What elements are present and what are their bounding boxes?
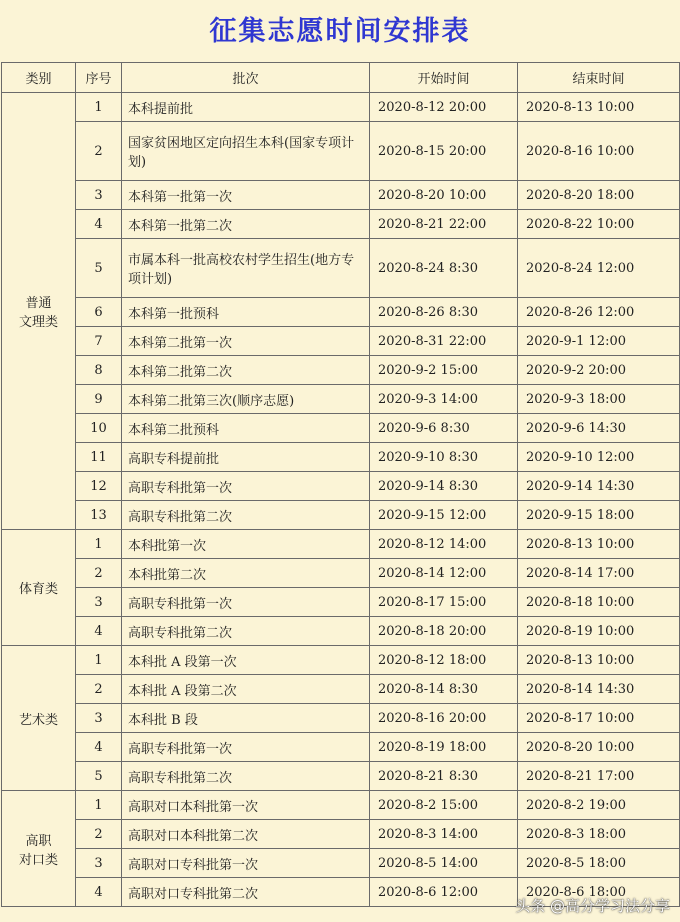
batch-cell: 国家贫困地区定向招生本科(国家专项计划) [122,122,370,181]
start-time-cell: 2020-8-12 14:00 [370,530,518,559]
batch-cell: 高职专科批第一次 [122,472,370,501]
index-cell: 1 [76,530,122,559]
batch-cell: 本科批第一次 [122,530,370,559]
end-time-cell: 2020-8-16 10:00 [518,122,680,181]
category-cell: 高职 对口类 [2,791,76,907]
batch-cell: 本科第一批第一次 [122,181,370,210]
index-cell: 13 [76,501,122,530]
start-time-cell: 2020-8-21 22:00 [370,210,518,239]
end-time-cell: 2020-8-2 19:00 [518,791,680,820]
table-row [2,356,680,385]
header-end-time: 结束时间 [518,63,680,93]
batch-cell: 高职专科批第二次 [122,617,370,646]
end-time-cell: 2020-9-15 18:00 [518,501,680,530]
end-time-cell: 2020-9-3 18:00 [518,385,680,414]
batch-cell: 本科第一批预科 [122,298,370,327]
start-time-cell: 2020-8-26 8:30 [370,298,518,327]
batch-cell: 高职专科批第二次 [122,501,370,530]
batch-cell: 高职专科批第一次 [122,588,370,617]
table-row [2,298,680,327]
start-time-cell: 2020-8-6 12:00 [370,878,518,907]
batch-cell: 本科提前批 [122,93,370,122]
end-time-cell: 2020-8-21 17:00 [518,762,680,791]
end-time-cell: 2020-8-18 10:00 [518,588,680,617]
batch-cell: 高职专科批第二次 [122,762,370,791]
table-row [2,791,680,820]
start-time-cell: 2020-8-2 15:00 [370,791,518,820]
index-cell: 5 [76,239,122,298]
index-cell: 3 [76,588,122,617]
index-cell: 12 [76,472,122,501]
start-time-cell: 2020-9-3 14:00 [370,385,518,414]
header-category: 类别 [2,63,76,93]
batch-cell: 本科第二批第一次 [122,327,370,356]
index-cell: 2 [76,820,122,849]
index-cell: 7 [76,327,122,356]
header-index: 序号 [76,63,122,93]
end-time-cell: 2020-8-13 10:00 [518,93,680,122]
end-time-cell: 2020-8-3 18:00 [518,820,680,849]
end-time-cell: 2020-8-14 17:00 [518,559,680,588]
table-row [2,733,680,762]
table-row [2,501,680,530]
table-row [2,704,680,733]
start-time-cell: 2020-8-5 14:00 [370,849,518,878]
end-time-cell: 2020-8-26 12:00 [518,298,680,327]
start-time-cell: 2020-9-14 8:30 [370,472,518,501]
index-cell: 4 [76,210,122,239]
index-cell: 4 [76,617,122,646]
table-row [2,849,680,878]
end-time-cell: 2020-8-17 10:00 [518,704,680,733]
header-batch: 批次 [122,63,370,93]
end-time-cell: 2020-8-6 18:00 [518,878,680,907]
end-time-cell: 2020-8-20 10:00 [518,733,680,762]
table-row [2,675,680,704]
index-cell: 3 [76,181,122,210]
batch-cell: 高职对口本科批第一次 [122,791,370,820]
index-cell: 3 [76,849,122,878]
batch-cell: 本科批 B 段 [122,704,370,733]
header-start-time: 开始时间 [370,63,518,93]
batch-cell: 本科第二批第二次 [122,356,370,385]
batch-cell: 市属本科一批高校农村学生招生(地方专项计划) [122,239,370,298]
table-row [2,327,680,356]
end-time-cell: 2020-8-24 12:00 [518,239,680,298]
start-time-cell: 2020-8-14 8:30 [370,675,518,704]
table-row [2,181,680,210]
batch-cell: 本科第一批第二次 [122,210,370,239]
index-cell: 6 [76,298,122,327]
table-row [2,762,680,791]
table-row [2,646,680,675]
table-row [2,472,680,501]
start-time-cell: 2020-8-31 22:00 [370,327,518,356]
start-time-cell: 2020-8-15 20:00 [370,122,518,181]
start-time-cell: 2020-9-10 8:30 [370,443,518,472]
batch-cell: 高职对口本科批第二次 [122,820,370,849]
index-cell: 1 [76,93,122,122]
start-time-cell: 2020-8-3 14:00 [370,820,518,849]
end-time-cell: 2020-9-6 14:30 [518,414,680,443]
index-cell: 10 [76,414,122,443]
category-cell: 体育类 [2,530,76,646]
batch-cell: 本科批 A 段第一次 [122,646,370,675]
batch-cell: 本科第二批第三次(顺序志愿) [122,385,370,414]
end-time-cell: 2020-9-10 12:00 [518,443,680,472]
index-cell: 5 [76,762,122,791]
start-time-cell: 2020-8-17 15:00 [370,588,518,617]
batch-cell: 高职对口专科批第一次 [122,849,370,878]
start-time-cell: 2020-8-16 20:00 [370,704,518,733]
batch-cell: 高职专科批第一次 [122,733,370,762]
table-row [2,617,680,646]
start-time-cell: 2020-9-2 15:00 [370,356,518,385]
table-row [2,122,680,181]
table-row [2,820,680,849]
start-time-cell: 2020-8-18 20:00 [370,617,518,646]
table-row [2,239,680,298]
table-row [2,588,680,617]
batch-cell: 本科批 A 段第二次 [122,675,370,704]
index-cell: 11 [76,443,122,472]
table-row [2,385,680,414]
start-time-cell: 2020-8-14 12:00 [370,559,518,588]
index-cell: 2 [76,122,122,181]
end-time-cell: 2020-8-19 10:00 [518,617,680,646]
watermark: 头条 @高分学习法分享 [515,897,670,915]
table-header-row [2,63,680,93]
start-time-cell: 2020-8-24 8:30 [370,239,518,298]
end-time-cell: 2020-8-22 10:00 [518,210,680,239]
end-time-cell: 2020-8-13 10:00 [518,646,680,675]
start-time-cell: 2020-8-21 8:30 [370,762,518,791]
table-row [2,414,680,443]
table-row [2,93,680,122]
table-row [2,210,680,239]
index-cell: 9 [76,385,122,414]
batch-cell: 高职对口专科批第二次 [122,878,370,907]
index-cell: 8 [76,356,122,385]
start-time-cell: 2020-8-12 20:00 [370,93,518,122]
table-row [2,443,680,472]
table-body [2,93,680,907]
batch-cell: 本科批第二次 [122,559,370,588]
batch-cell: 高职专科提前批 [122,443,370,472]
start-time-cell: 2020-8-20 10:00 [370,181,518,210]
table-row [2,559,680,588]
start-time-cell: 2020-8-19 18:00 [370,733,518,762]
schedule-table [1,62,680,907]
start-time-cell: 2020-9-15 12:00 [370,501,518,530]
index-cell: 3 [76,704,122,733]
start-time-cell: 2020-9-6 8:30 [370,414,518,443]
index-cell: 2 [76,675,122,704]
end-time-cell: 2020-8-20 18:00 [518,181,680,210]
index-cell: 2 [76,559,122,588]
page-title: 征集志愿时间安排表 [209,16,471,47]
index-cell: 4 [76,878,122,907]
end-time-cell: 2020-9-14 14:30 [518,472,680,501]
start-time-cell: 2020-8-12 18:00 [370,646,518,675]
index-cell: 4 [76,733,122,762]
end-time-cell: 2020-8-13 10:00 [518,530,680,559]
index-cell: 1 [76,791,122,820]
end-time-cell: 2020-8-5 18:00 [518,849,680,878]
end-time-cell: 2020-8-14 14:30 [518,675,680,704]
end-time-cell: 2020-9-1 12:00 [518,327,680,356]
batch-cell: 本科第二批预科 [122,414,370,443]
table-row [2,530,680,559]
category-cell: 艺术类 [2,646,76,791]
index-cell: 1 [76,646,122,675]
category-cell: 普通 文理类 [2,93,76,530]
end-time-cell: 2020-9-2 20:00 [518,356,680,385]
